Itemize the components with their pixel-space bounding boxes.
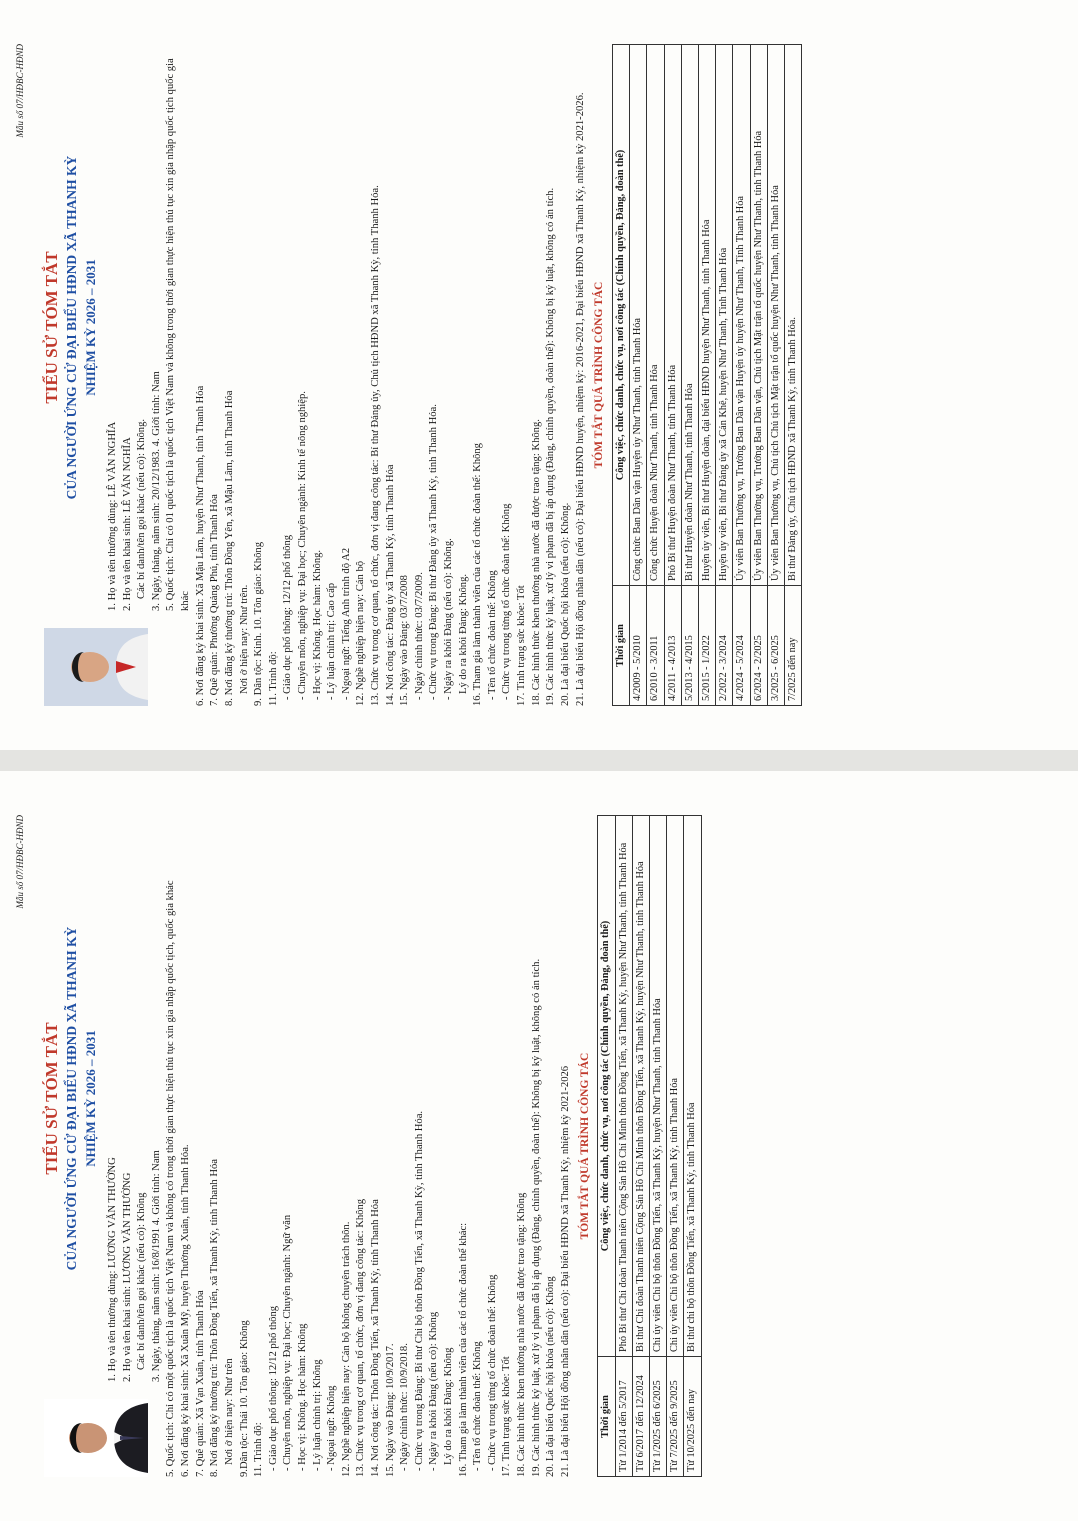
period-cell: 3/2025 - 6/2025 <box>767 586 784 706</box>
field-line: 1. Họ và tên thường dùng: LƯƠNG VĂN THƯỜNG <box>107 1157 119 1382</box>
sheet-divider <box>0 750 1078 771</box>
column-header: Công việc, chức danh, chức vụ, nơi công tác (Chính quyền, Đảng, đoàn thể) <box>598 816 615 1357</box>
field-line: 20. Là đại biểu Quốc hội khóa (nếu có): Không <box>545 1276 557 1477</box>
position-cell: Ủy viên Ban Thường vụ, Trưởng Ban Dân vận, Chủ tịch Mặt trận tổ quốc huyện Như Thanh, tỉnh Thanh Hóa <box>750 45 767 586</box>
period-cell: 5/2013 - 4/2015 <box>681 586 698 706</box>
table-row <box>649 816 666 1477</box>
field-line: 15. Ngày vào Đảng: 03/7/2008 <box>399 575 411 706</box>
field-line: - Tên tổ chức đoàn thể: Không <box>472 1341 484 1471</box>
field-line: 3. Ngày, tháng, năm sinh: 16/8/1991 4. Giới tính: Nam <box>150 1150 162 1382</box>
field-line: - Giáo dục phổ thông: 12/12 phổ thông <box>267 1305 279 1471</box>
field-line: 15. Ngày vào Đảng: 10/9/2017. <box>384 1343 396 1477</box>
table-header-row <box>612 45 629 706</box>
field-line: 7. Quê quán: Xã Vạn Xuân, tỉnh Thanh Hóa <box>194 1290 206 1477</box>
field-line: 21. Là đại biểu Hội đồng nhân dân (nếu có): Đại biểu HĐND huyện, nhiệm kỳ: 2016-2021, Đại biểu HĐND xã Thanh Kỳ, nhiệm kỳ 2021-2026. <box>574 92 586 706</box>
field-line: - Lý luận chính trị: Không <box>311 1359 323 1471</box>
period-cell: Từ 1/2014 đến 5/2017 <box>615 1357 632 1477</box>
section-title: TÓM TẮT QUÁ TRÌNH CÔNG TÁC <box>578 1052 591 1240</box>
field-line: 14. Nơi công tác: Đảng ủy xã Thanh Kỳ, tỉnh Thanh Hóa <box>384 464 396 706</box>
field-line: 7. Quê quán: Phường Quảng Phú, tỉnh Thanh Hóa <box>209 494 221 706</box>
field-line: 13. Chức vụ trong cơ quan, tổ chức, đơn vị đang công tác: Không <box>355 1198 367 1477</box>
position-cell: Chi ủy viên Chi bộ thôn Đồng Tiến, xã Thanh Kỳ, tỉnh Thanh Hóa <box>667 816 684 1357</box>
field-line: - Lý luận chính trị: Cao cấp <box>326 582 338 700</box>
period-cell: Từ 7/2025 đến 9/2025 <box>667 1357 684 1477</box>
field-line: 16. Tham gia làm thành viên của các tổ chức đoàn thể: Không <box>472 443 484 706</box>
position-cell: Công chức Ban Dân vận Huyện ủy Như Thanh, tỉnh Thanh Hóa <box>630 45 647 586</box>
form-code: Mẫu số 07/HĐBC-HĐND <box>15 815 25 909</box>
field-line: - Ngày ra khỏi Đảng (nếu có): Không. <box>443 538 455 700</box>
period-cell: 4/2009 - 5/2010 <box>630 586 647 706</box>
table-row <box>716 45 733 706</box>
field-line: - Ngày chính thức: 10/9/2018. <box>399 1343 411 1471</box>
column-header: Thời gian <box>598 1357 615 1477</box>
field-line: Nơi ở hiện nay: Như trên <box>223 1358 235 1465</box>
position-cell: Phó Bí thư Chi đoàn Thanh niên Cộng Sản Hồ Chí Minh thôn Đồng Tiến, xã Thanh Kỳ, huyện Như Thanh, tỉnh Thanh Hóa <box>615 816 632 1357</box>
field-line: 1. Họ và tên thường dùng: LÊ VĂN NGHĨA <box>107 421 119 611</box>
field-line: - Chức vụ trong từng tổ chức đoàn thể: Không <box>501 503 513 700</box>
table-row <box>632 816 649 1477</box>
period-cell: 4/2024 - 5/2024 <box>733 586 750 706</box>
position-cell: Ủy viên Ban Thường vụ, Trưởng Ban Dân vận Huyện ủy huyện Như Thanh, Tỉnh Thanh Hóa <box>733 45 750 586</box>
field-line: - Ngày chính thức: 03/7/2009. <box>413 572 425 700</box>
table-row <box>733 45 750 706</box>
field-line: 16. Tham gia làm thành viên của các tổ chức đoàn thể khác: <box>457 1222 469 1477</box>
field-line: 12. Nghề nghiệp hiện nay: Cán bộ <box>355 560 367 706</box>
field-line: - Chức vụ trong từng tổ chức đoàn thể: Không <box>486 1274 498 1471</box>
table-row <box>667 816 684 1477</box>
table-row <box>767 45 784 706</box>
doc-subtitle: CỦA NGƯỜI ỨNG CỬ ĐẠI BIỂU HĐND XÃ THANH KỲ <box>64 155 80 500</box>
doc-title: TIỂU SỬ TÓM TẮT <box>42 1022 61 1175</box>
biography-page-1 <box>0 0 1078 750</box>
field-line: - Chuyên môn, nghiệp vụ: Đại học; Chuyên ngành: Kinh tế nông nghiệp. <box>296 391 308 700</box>
field-line: Các bí danh/tên gọi khác (nếu có): Không. <box>136 418 148 599</box>
candidate-photo <box>44 1399 148 1477</box>
section-title: TÓM TẮT QUÁ TRÌNH CÔNG TÁC <box>593 281 606 469</box>
table-row <box>647 45 664 706</box>
field-line: 19. Các hình thức kỷ luật, xử lý vi phạm đã bị áp dụng (Đảng, chính quyền, đoàn thể): Không bị kỷ luật, không có án tích. <box>530 958 542 1477</box>
period-cell: 7/2025 đến nay <box>785 586 802 706</box>
doc-term: NHIỆM KỲ 2026 – 2031 <box>83 259 99 396</box>
position-cell: Công chức Huyện đoàn Như Thanh, tỉnh Thanh Hóa <box>647 45 664 586</box>
table-row <box>630 45 647 706</box>
field-line: 8. Nơi đăng ký thường trú: Thôn Đồng Yên, xã Mậu Lâm, tỉnh Thanh Hóa <box>223 390 235 706</box>
field-line: 18. Các hình thức khen thưởng nhà nước đã được trao tặng: Không <box>516 1192 528 1477</box>
field-line: - Ngày ra khỏi Đảng (nếu có): Không <box>428 1311 440 1471</box>
field-line: - Ngoại ngữ: Tiếng Anh trình độ A2 <box>340 547 352 700</box>
field-line: - Học vị: Không. Học hàm: Không. <box>311 549 323 700</box>
field-line: 6. Nơi đăng ký khai sinh: Xã Xuân Mỹ, huyện Thường Xuân, tỉnh Thanh Hóa. <box>180 1144 192 1477</box>
table-header-row <box>598 816 615 1477</box>
position-cell: Bí thư Chi đoàn Thanh niên Cộng Sản Hồ Chí Minh thôn Đồng Tiến, xã Thanh Kỳ, huyện Như Thanh, tỉnh Thanh Hóa <box>632 816 649 1357</box>
field-line: Nơi ở hiện nay: Như trên. <box>238 584 250 694</box>
field-line: 2. Họ và tên khai sinh: LÊ VĂN NGHĨA <box>121 437 133 611</box>
table-row <box>615 816 632 1477</box>
biography-page-2 <box>0 771 1078 1521</box>
field-line: 13. Chức vụ trong cơ quan, tổ chức, đơn vị đang công tác: Bí thư Đảng ủy, Chủ tịch HĐND xã Thanh Kỳ, tỉnh Thanh Hóa. <box>369 185 381 706</box>
field-line: - Tên tổ chức đoàn thể: Không <box>486 570 498 700</box>
table-row <box>699 45 716 706</box>
work-history-table <box>612 44 802 706</box>
field-line: - Chức vụ trong Đảng: Bí thư Chi bộ thôn Đồng Tiến, xã Thanh Kỳ, tỉnh Thanh Hóa. <box>413 1110 425 1471</box>
table-row <box>785 45 802 706</box>
field-line: 12. Nghề nghiệp hiện nay: Cán bộ không chuyên trách thôn. <box>340 1221 352 1477</box>
table-row <box>684 816 701 1477</box>
field-line: 20. Là đại biểu Quốc hội khóa (nếu có): Không. <box>559 502 571 706</box>
personal-fields <box>106 44 164 611</box>
position-cell: Huyện ủy viên, Bí thư Huyện đoàn, đại biểu HĐND huyện Như Thanh, tỉnh Thanh Hóa <box>699 45 716 586</box>
field-line: 18. Các hình thức khen thưởng nhà nước đã được trao tặng: Không. <box>530 419 542 706</box>
field-line: 2. Họ và tên khai sinh: LƯƠNG VĂN THƯỜNG <box>121 1172 133 1382</box>
field-line: - Ngoại ngữ: Không <box>326 1385 338 1471</box>
doc-title: TIỂU SỬ TÓM TẮT <box>42 251 61 404</box>
position-cell: Huyện ủy viên, Bí thư Đảng ủy xã Cán Khê, huyện Như Thanh, Tỉnh Thanh Hóa <box>716 45 733 586</box>
field-line: 9.Dân tộc: Thái 10. Tôn giáo: Không <box>238 1320 250 1477</box>
position-cell: Bí thư Huyện đoàn Như Thanh, tỉnh Thanh Hóa <box>681 45 698 586</box>
field-line: 19. Các hình thức kỷ luật, xử lý vi phạm đã bị áp dụng (Đảng, chính quyền, đoàn thể): Không bị kỷ luật, không có án tích. <box>545 187 557 706</box>
position-cell: Bí thư chi bộ thôn Đồng Tiến, xã Thanh Kỳ, tỉnh Thanh Hóa <box>684 816 701 1357</box>
field-line: - Chuyên môn, nghiệp vụ: Đại học; Chuyên ngành: Ngữ văn <box>282 1214 294 1471</box>
table-row <box>750 45 767 706</box>
table-row <box>681 45 698 706</box>
period-cell: 2/2022 - 3/2024 <box>716 586 733 706</box>
candidate-photo <box>44 628 148 706</box>
period-cell: Từ 10/2025 đến nay <box>684 1357 701 1477</box>
period-cell: Từ 6/2017 đến 12/2024 <box>632 1357 649 1477</box>
field-line: 17. Tình trạng sức khỏe: Tốt <box>516 585 528 706</box>
period-cell: 5/2015 - 1/2022 <box>699 586 716 706</box>
field-line: 21. Là đại biểu Hội đồng nhân dân (nếu có): Đại biểu HĐND xã Thanh Kỳ, nhiệm kỳ 2021-2026 <box>559 1065 571 1477</box>
form-code: Mẫu số 07/HĐBC-HĐND <box>15 44 25 138</box>
field-line: Lý do ra khỏi Đảng: Không. <box>457 573 469 694</box>
period-cell: 6/2024 - 2/2025 <box>750 586 767 706</box>
position-cell: Chi ủy viên Chi bộ thôn Đồng Tiến, xã Thanh Kỳ, huyện Như Thanh, tỉnh Thanh Hóa <box>649 816 666 1357</box>
field-line: - Giáo dục phổ thông: 12/12 phổ thông <box>282 534 294 700</box>
field-line: - Chức vụ trong Đảng: Bí thư Đảng ủy xã Thanh Kỳ, tỉnh Thanh Hóa. <box>428 404 440 700</box>
field-line: 5. Quốc tịch: Chỉ có một quốc tịch là quốc tịch Việt Nam và không có trong thời gian thực hiện thủ tục xin gia nhập quốc tịch, quốc gia khác <box>165 880 177 1477</box>
field-line: 6. Nơi đăng ký khai sinh: Xã Mậu Lâm, huyện Như Thanh, tỉnh Thanh Hóa <box>194 385 206 706</box>
field-line: 9. Dân tộc: Kinh. 10. Tôn giáo: Không <box>253 542 265 706</box>
position-cell: Phó Bí thư Huyện đoàn Như Thanh, tỉnh Thanh Hóa <box>664 45 681 586</box>
work-history-table <box>597 815 701 1477</box>
field-line: 5. Quốc tịch: Chỉ có 01 quốc tịch là quốc tịch Việt Nam và không trong thời gian thực hiện thủ tục xin gia nhập quốc tịch quốc gia khác <box>165 58 192 611</box>
field-line: 17. Tình trạng sức khỏe: Tốt <box>501 1356 513 1477</box>
period-cell: 6/2010 - 3/2011 <box>647 586 664 706</box>
field-line: 14. Nơi công tác: Thôn Đồng Tiến, xã Thanh Kỳ, tỉnh Thanh Hóa <box>369 1199 381 1477</box>
personal-fields <box>106 815 164 1382</box>
column-header: Công việc, chức danh, chức vụ, nơi công tác (Chính quyền, Đảng, đoàn thể) <box>612 45 629 586</box>
period-cell: Từ 1/2025 đến 6/2025 <box>649 1357 666 1477</box>
position-cell: Bí thư Đảng ủy, Chủ tịch HĐND xã Thanh Kỳ, tỉnh Thanh Hóa. <box>785 45 802 586</box>
table-row <box>664 45 681 706</box>
field-line: - Học vị: Không. Học hàm: Không <box>296 1323 308 1471</box>
position-cell: Ủy viên Ban Thường vụ, Chủ tịch Chủ tịch Mặt trận tổ quốc huyện Như Thanh, tỉnh Thanh Hóa <box>767 45 784 586</box>
field-line: 11. Trình độ: <box>253 1422 265 1477</box>
biography-sheet-2 <box>0 771 1078 1521</box>
field-line: Các bí danh/tên gọi khác (nếu có): Không <box>136 1192 148 1370</box>
biography-sheet-1 <box>0 0 1078 750</box>
period-cell: 4/2011 - 4/2013 <box>664 586 681 706</box>
field-line: 8. Nơi đăng ký thường trú: Thôn Đồng Tiến, xã Thanh Kỳ, tỉnh Thanh Hóa <box>209 1159 221 1477</box>
doc-term: NHIỆM KỲ 2026 – 2031 <box>83 1030 99 1167</box>
field-line: Lý do ra khỏi Đảng: Không <box>443 1347 455 1465</box>
field-line: 3. Ngày, tháng, năm sinh: 20/12/1983. 4. Giới tính: Nam <box>150 371 162 611</box>
field-line: 11. Trình độ: <box>267 651 279 706</box>
doc-subtitle: CỦA NGƯỜI ỨNG CỬ ĐẠI BIỂU HĐND XÃ THANH KỲ <box>64 926 80 1271</box>
column-header: Thời gian <box>612 586 629 706</box>
